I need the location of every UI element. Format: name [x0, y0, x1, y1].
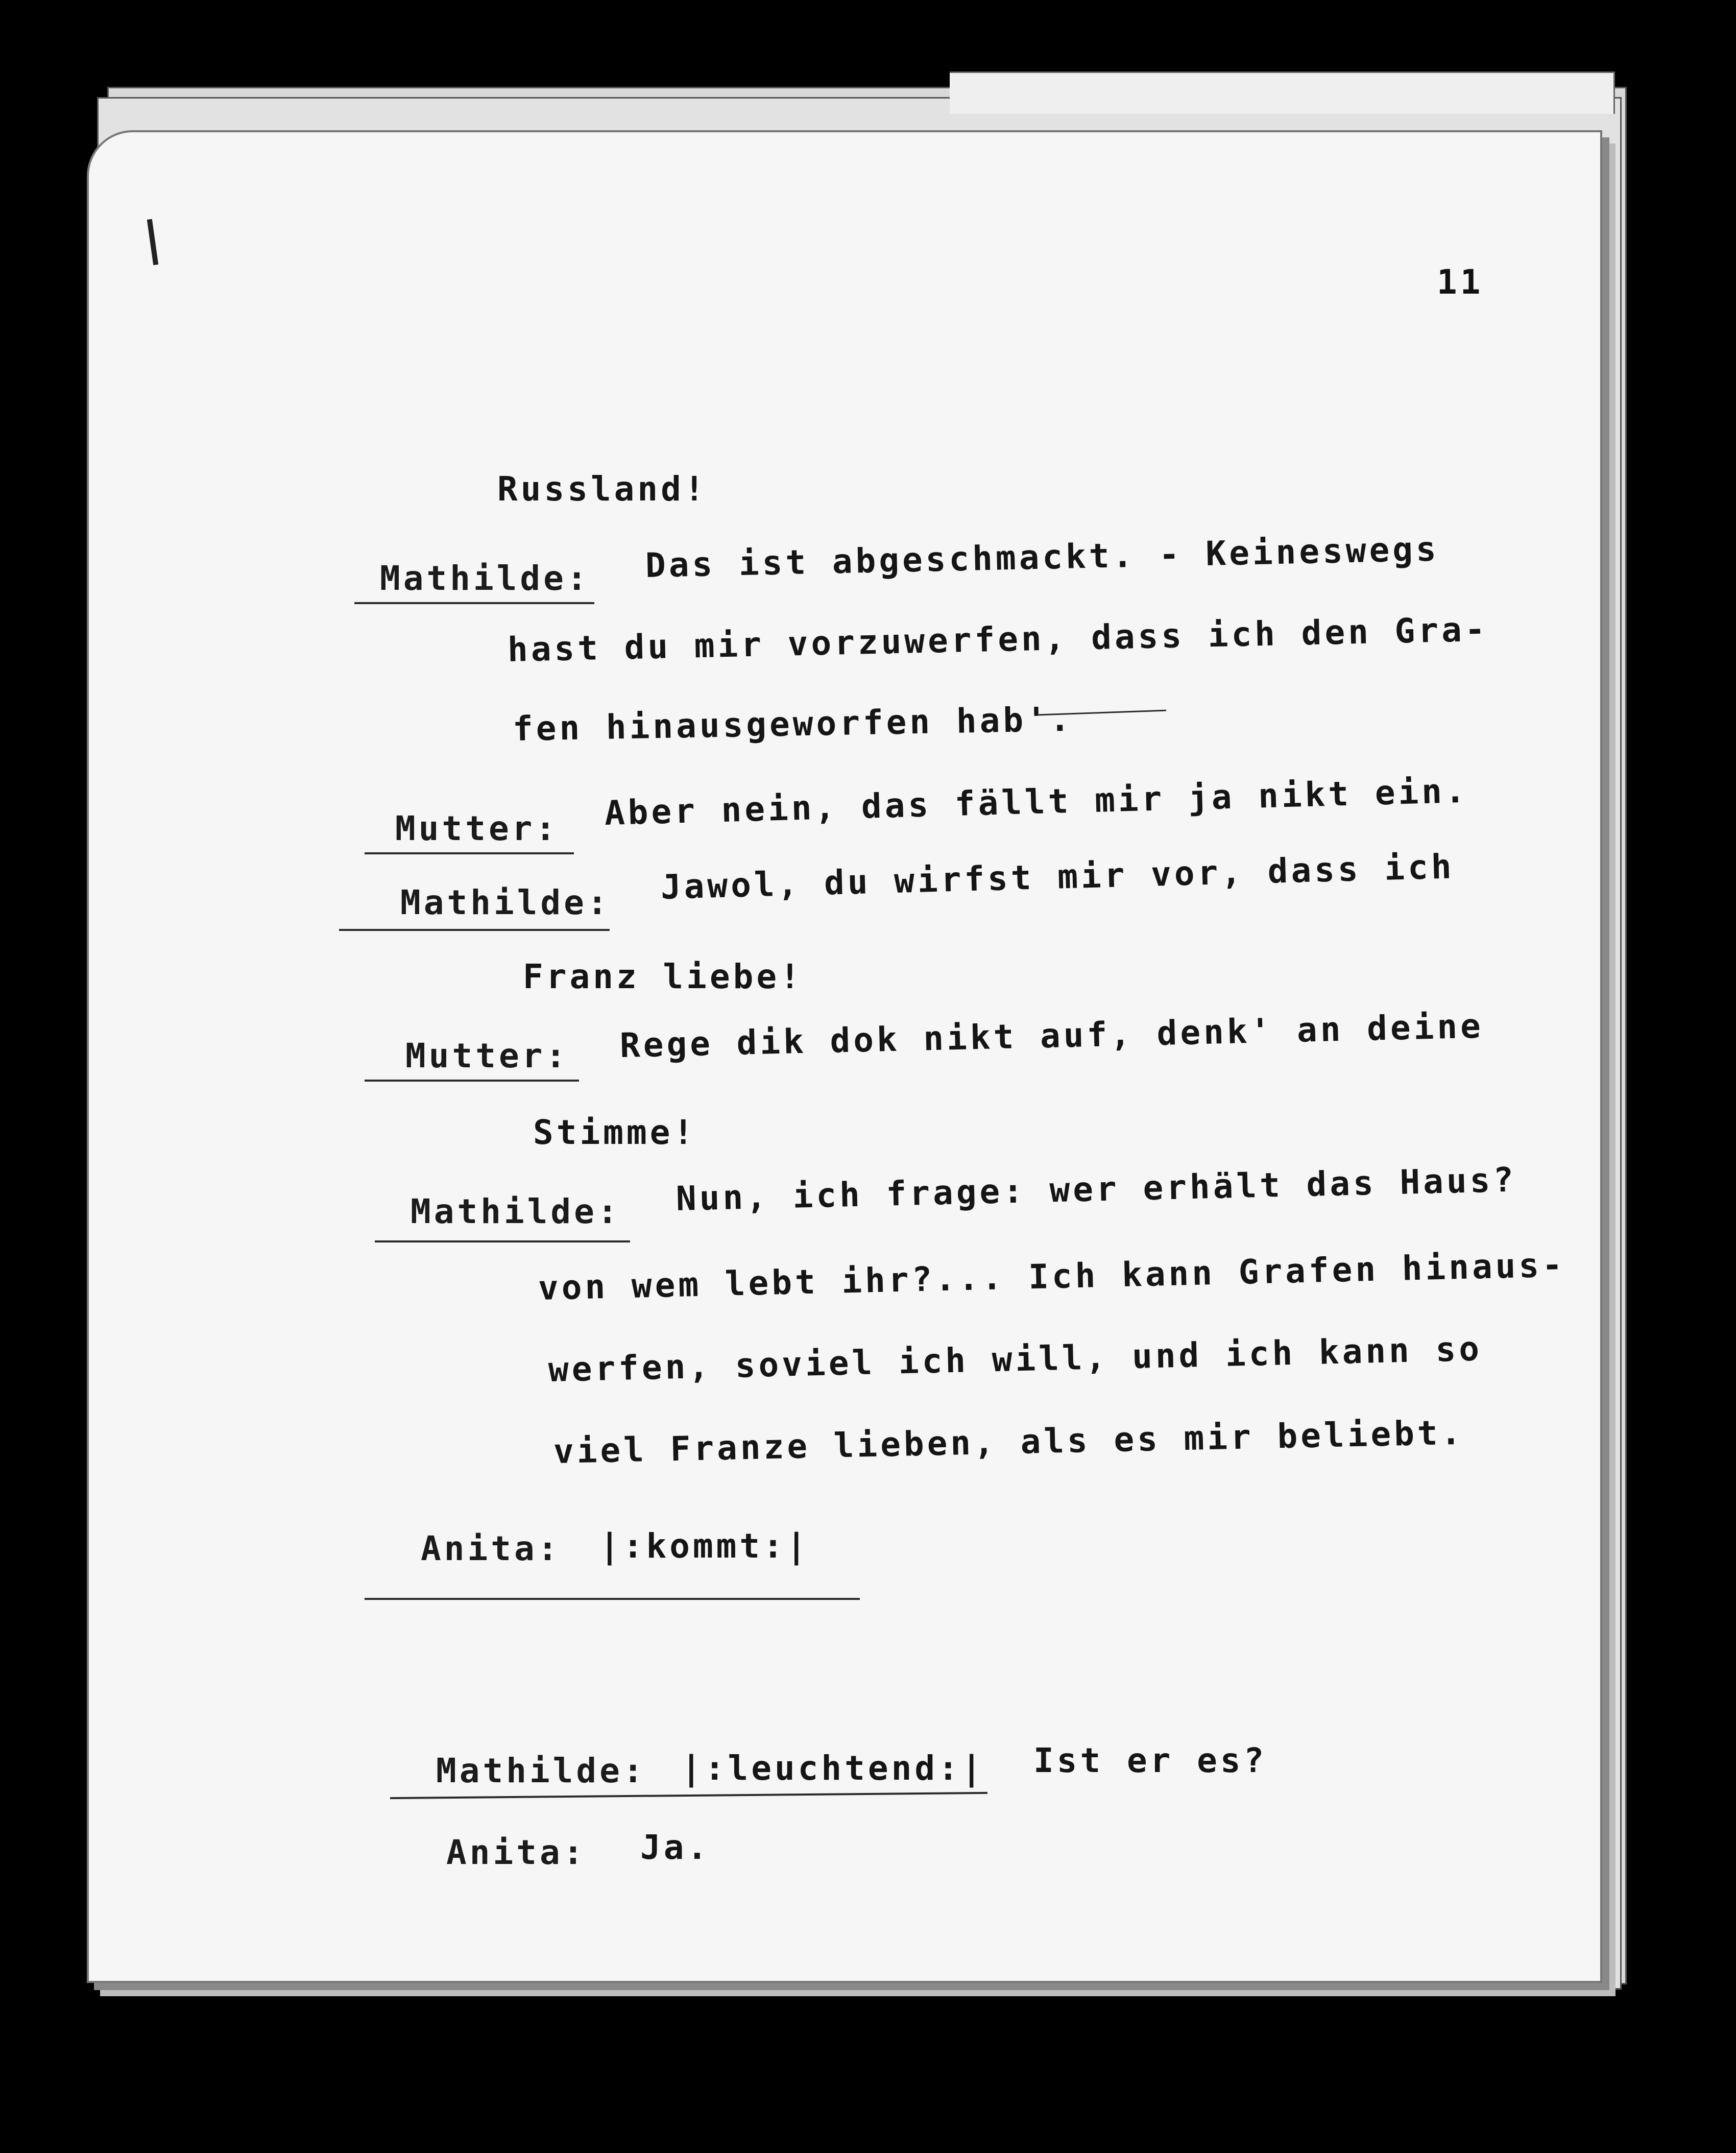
- text-line: Russland!: [497, 469, 708, 509]
- typewritten-page: [87, 130, 1602, 1983]
- text-line: viel Franze lieben, als es mir beliebt.: [553, 1413, 1465, 1471]
- speaker-underline: [354, 602, 594, 604]
- speaker-underline: [365, 852, 574, 854]
- speaker-underline: [365, 1598, 860, 1600]
- speaker-label: Mutter:: [395, 809, 559, 848]
- speaker-label: Mathilde:: [380, 559, 590, 598]
- text-line: Franz liebe!: [523, 957, 803, 996]
- speaker-label: Mathilde:: [400, 883, 611, 922]
- page-number: 11: [1437, 262, 1484, 302]
- paper-tab: [950, 71, 1615, 114]
- speaker-label: Mutter:: [405, 1036, 569, 1075]
- speaker-label: Mathilde:: [411, 1192, 621, 1231]
- text-line: Aber nein, das fällt mir ja nikt ein.: [604, 771, 1469, 833]
- stage-direction: |:kommt:|: [599, 1526, 810, 1566]
- speaker-label: Anita:: [421, 1529, 561, 1568]
- text-line: fen hinausgeworfen hab'.: [512, 699, 1074, 749]
- margin-mark: [147, 219, 158, 266]
- speaker-underline: [375, 1240, 630, 1242]
- text-line: Stimme!: [533, 1113, 697, 1152]
- text-line: von wem lebt ihr?... Ich kann Grafen hinaus-: [538, 1245, 1566, 1308]
- text-line: Das ist abgeschmackt. - Keineswegs: [645, 529, 1440, 585]
- speaker-label: Anita:: [446, 1833, 587, 1872]
- speaker-underline: [390, 1792, 987, 1799]
- text-line: werfen, soviel ich will, und ich kann so: [548, 1329, 1483, 1390]
- stage-direction: |:leuchtend:|: [681, 1749, 985, 1788]
- text-line: hast du mir vorzuwerfen, dass ich den Gra-: [507, 609, 1489, 669]
- text-line: Ja.: [640, 1828, 711, 1867]
- text-line: Rege dik dok nikt auf, denk' an deine: [619, 1006, 1484, 1065]
- speaker-label: Mathilde:: [436, 1751, 646, 1790]
- text-line: Jawol, du wirfst mir vor, dass ich: [660, 847, 1455, 907]
- speaker-underline: [365, 1080, 579, 1082]
- text-line: Ist er es?: [1033, 1741, 1267, 1780]
- text-line: Nun, ich frage: wer erhält das Haus?: [676, 1160, 1517, 1218]
- speaker-underline: [339, 929, 610, 931]
